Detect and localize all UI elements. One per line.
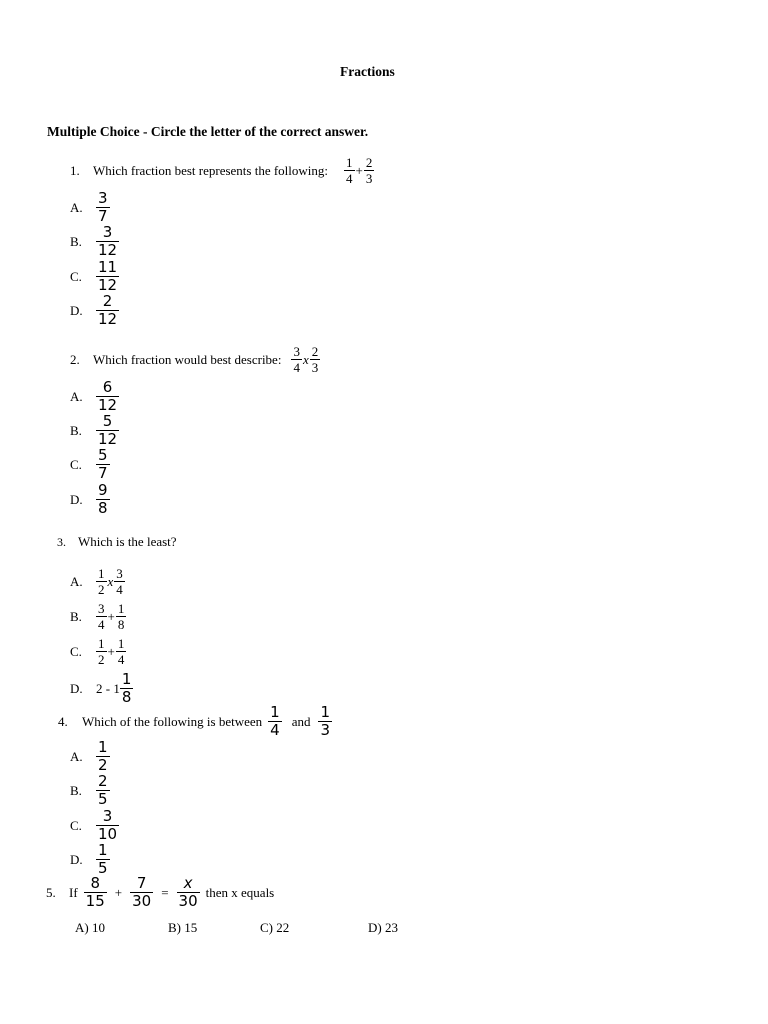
operator: x: [302, 351, 309, 367]
option-label: A.: [70, 573, 83, 589]
question-1: [70, 156, 374, 185]
option-label: D.: [70, 851, 83, 867]
fraction: $\frac{3}{10}$: [98, 807, 118, 843]
q3-option-b[interactable]: [70, 602, 126, 631]
question-4: [58, 705, 332, 738]
option-label: B.: [70, 608, 82, 624]
question-5: [46, 876, 274, 909]
question-number: 2.: [70, 351, 80, 367]
q1-option-d[interactable]: [70, 294, 119, 327]
q3-option-c[interactable]: [70, 637, 126, 666]
fraction: $\frac{8}{15}$: [85, 874, 105, 910]
question-number: 1.: [70, 162, 80, 178]
q2-option-b[interactable]: [70, 414, 119, 447]
q2-option-c[interactable]: [70, 448, 110, 481]
fraction: $\frac{6}{12}$: [98, 378, 118, 414]
fraction: $\frac{2}{5}$: [98, 772, 108, 808]
operator: +: [107, 608, 115, 624]
fraction: $\frac{1}{8}$: [121, 670, 132, 706]
fraction: $\frac{1}{8}$: [117, 601, 125, 632]
question-text: Which of the following is between: [82, 713, 263, 729]
option-label: B.: [70, 422, 82, 438]
operator: +: [107, 643, 115, 659]
fraction: $\frac{3}{4}$: [98, 601, 105, 632]
option-label: C.: [70, 643, 82, 659]
instructions: Multiple Choice - Circle the letter of the correct answer.: [47, 124, 369, 139]
fraction: $\frac{3}{12}$: [98, 223, 118, 259]
option-label: B.: [70, 233, 82, 249]
q5-option-a[interactable]: A) 10: [75, 920, 105, 935]
fraction: $\frac{3}{7}$: [98, 189, 108, 225]
q1-option-a[interactable]: [70, 191, 110, 224]
option-label: A.: [70, 199, 83, 215]
option-label: C.: [70, 817, 82, 833]
option-label: D.: [70, 302, 83, 318]
option-label: C.: [70, 268, 82, 284]
fraction: $\frac{1}{4}$: [117, 636, 125, 667]
operator: x: [107, 573, 114, 589]
question-number: 3.: [57, 534, 66, 549]
option-label: D.: [70, 491, 83, 507]
fraction: $\frac{3}{4}$: [293, 344, 300, 375]
q2-option-a[interactable]: [70, 380, 119, 413]
option-prefix: 2 - 1: [96, 680, 120, 696]
q1-option-c[interactable]: [70, 260, 119, 293]
q5-option-b[interactable]: B) 15: [168, 920, 198, 935]
question-number: 4.: [58, 713, 68, 729]
fraction: $\frac{2}{12}$: [98, 292, 118, 328]
question-text: Which fraction would best describe:: [93, 351, 282, 367]
fraction: $\frac{1}{4}$: [270, 703, 280, 739]
operator: =: [161, 884, 169, 900]
q4-option-b[interactable]: [70, 774, 110, 807]
q5-option-c[interactable]: C) 22: [260, 920, 290, 935]
question-number: 5.: [46, 884, 56, 900]
question-text: Which is the least?: [78, 534, 177, 549]
q4-option-d[interactable]: [70, 843, 110, 876]
option-label: D.: [70, 680, 83, 696]
fraction: $\frac{x}{30}$: [178, 874, 198, 910]
fraction: $\frac{1}{2}$: [98, 738, 108, 774]
option-label: A.: [70, 748, 83, 764]
q2-option-d[interactable]: [70, 483, 110, 516]
question-text: Which fraction best represents the following:: [93, 162, 329, 178]
fraction: $\frac{2}{3}$: [365, 155, 373, 186]
fraction: $\frac{1}{2}$: [98, 566, 105, 597]
page-title: Fractions: [340, 64, 395, 79]
fraction: $\frac{3}{4}$: [116, 566, 123, 597]
fraction: $\frac{2}{3}$: [311, 344, 319, 375]
q3-option-a[interactable]: [70, 567, 125, 596]
fraction: $\frac{1}{5}$: [98, 841, 108, 877]
fraction: $\frac{9}{8}$: [98, 481, 108, 517]
q3-option-d[interactable]: [70, 672, 133, 705]
fraction: $\frac{1}{4}$: [346, 155, 353, 186]
q5-option-d[interactable]: D) 23: [368, 920, 398, 935]
q4-option-c[interactable]: [70, 809, 119, 842]
option-label: A.: [70, 388, 83, 404]
option-label: C.: [70, 456, 82, 472]
operator: +: [355, 162, 363, 178]
fraction: $\frac{11}{12}$: [98, 258, 118, 294]
operator: +: [114, 884, 123, 900]
question-2: [70, 345, 320, 374]
fraction: $\frac{1}{2}$: [98, 636, 105, 667]
fraction: $\frac{5}{7}$: [98, 446, 108, 482]
fraction: $\frac{5}{12}$: [98, 412, 118, 448]
question-3: [57, 534, 177, 550]
if-word: If: [69, 884, 78, 900]
and-word: and: [291, 713, 311, 729]
option-label: B.: [70, 782, 82, 798]
question-text: then x equals: [205, 884, 275, 900]
q4-option-a[interactable]: [70, 740, 110, 773]
fraction: $\frac{7}{30}$: [132, 874, 152, 910]
q1-option-b[interactable]: [70, 225, 119, 258]
fraction: $\frac{1}{3}$: [320, 703, 331, 739]
